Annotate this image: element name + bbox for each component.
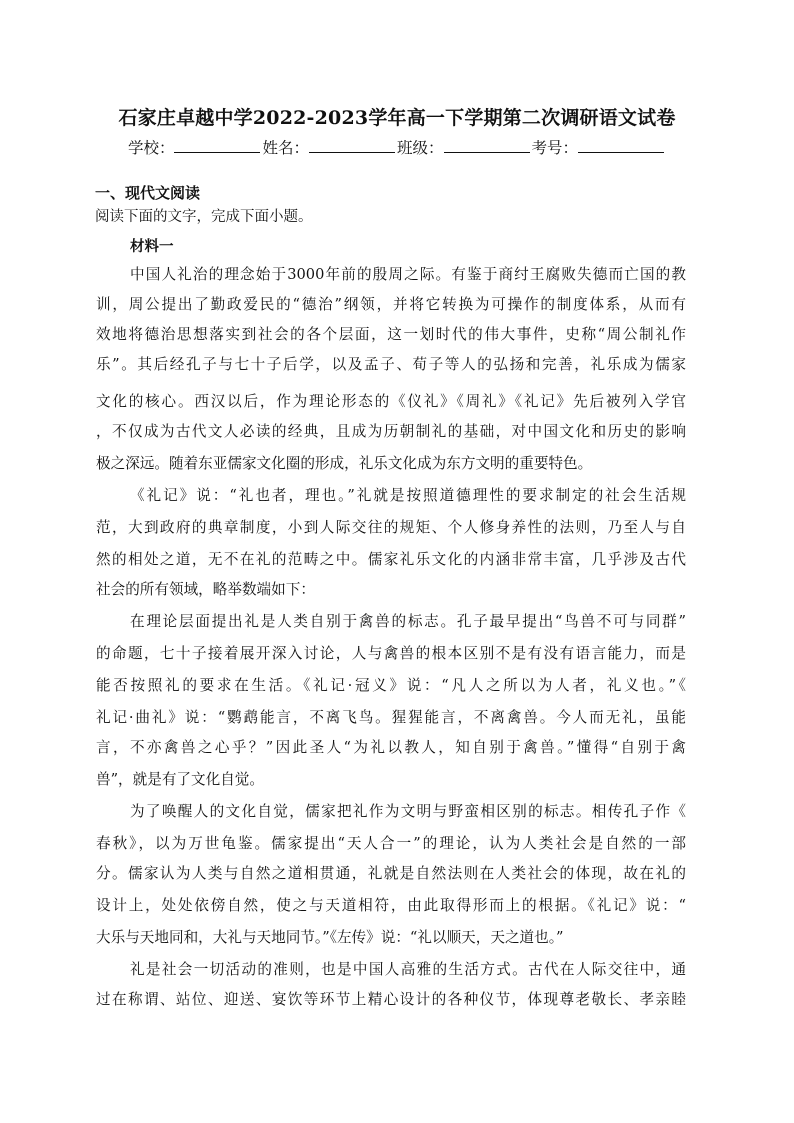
passage-line: 训，周公提出了勤政爱民的“德治”纲领，并将它转换为可操作的制度体系，从而有: [96, 296, 686, 313]
class-label: 班级：: [397, 139, 444, 157]
passage-line: 中国人礼治的理念始于3000年前的殷周之际。有鉴于商纣王腐败失德而亡国的教: [130, 266, 686, 283]
name-label: 姓名：: [262, 139, 309, 157]
passage-line: 极之深远。随着东亚儒家文化圈的形成，礼乐文化成为东方文明的重要特色。: [96, 455, 593, 472]
reading-instruction: 阅读下面的文字，完成下面小题。: [95, 209, 313, 225]
student-info-row: [0, 136, 794, 158]
passage-line: 文化的核心。西汉以后，作为理论形态的《仪礼》《周礼》《礼记》先后被列入学官: [96, 393, 686, 410]
passage-line: 礼记·曲礼》说：“鹦鹉能言，不离飞鸟。猩猩能言，不离禽兽。今人而无礼，虽能: [96, 709, 686, 726]
passage-line: 为了唤醒人的文化自觉，儒家把礼作为文明与野蛮相区别的标志。相传孔子作《: [130, 803, 686, 820]
passage-line: 社会的所有领域，略举数端如下：: [96, 581, 315, 598]
passage-line: 范，大到政府的典章制度，小到人际交往的规矩、个人修身养性的法则，乃至人与自: [96, 519, 686, 536]
passage-line: 能否按照礼的要求在生活。《礼记·冠义》说：“凡人之所以为人者，礼义也。”《: [96, 677, 686, 694]
passage-line: 言，不亦禽兽之心乎？”因此圣人“为礼以教人，知自别于禽兽。”懂得“自别于禽: [96, 739, 686, 756]
passage-line: 设计上，处处依傍自然，使之与天道相符，由此取得形而上的根据。《礼记》说：“: [96, 897, 686, 914]
passage-line: 乐”。其后经孔子与七十子后学，以及孟子、荀子等人的弘扬和完善，礼乐成为儒家: [96, 356, 686, 373]
passage-line: 在理论层面提出礼是人类自别于禽兽的标志。孔子最早提出“鸟兽不可与同群”: [130, 613, 686, 630]
passage-line: 《礼记》说：“礼也者，理也。”礼就是按照道德理性的要求制定的社会生活规: [130, 487, 686, 504]
exam-number-label: 考号：: [531, 139, 579, 157]
passage-line: 分。儒家认为人类与自然之道相贯通，礼就是自然法则在人类社会的体现，故在礼的: [96, 865, 686, 882]
passage-line: 礼是社会一切活动的准则，也是中国人高雅的生活方式。古代在人际交往中，通: [130, 961, 686, 978]
section-heading: 一、现代文阅读: [95, 184, 201, 202]
passage-line: 然的相处之道，无不在礼的范畴之中。儒家礼乐文化的内涵非常丰富，几乎涉及古代: [96, 551, 686, 568]
passage-line: 效地将德治思想落实到社会的各个层面，这一划时代的伟大事件，史称“周公制礼作: [96, 326, 686, 343]
exam-number-blank[interactable]: [578, 138, 664, 153]
name-blank[interactable]: [309, 138, 395, 153]
passage-line: 兽”，就是有了文化自觉。: [96, 771, 264, 788]
passage-line: ，不仅成为古代文人必读的经典，且成为历朝制礼的基础，对中国文化和历史的影响: [96, 423, 686, 440]
material-title: 材料一: [130, 238, 174, 255]
passage-line: 大乐与天地同和，大礼与天地同节。”《左传》说：“礼以顺天，天之道也。”: [96, 929, 564, 946]
school-blank[interactable]: [174, 138, 260, 153]
passage-line: 春秋》，以为万世龟鉴。儒家提出“天人合一”的理论，认为人类社会是自然的一部: [96, 835, 686, 852]
class-blank[interactable]: [444, 138, 530, 153]
page-title: 石家庄卓越中学2022-2023学年高一下学期第二次调研语文试卷: [118, 107, 676, 129]
passage-line: 过在称谓、站位、迎送、宴饮等环节上精心设计的各种仪节，体现尊老敬长、孝亲睦: [96, 991, 686, 1008]
passage-line: 的命题，七十子接着展开深入讨论，人与禽兽的根本区别不是有没有语言能力，而是: [96, 645, 686, 662]
school-label: 学校：: [127, 139, 175, 157]
